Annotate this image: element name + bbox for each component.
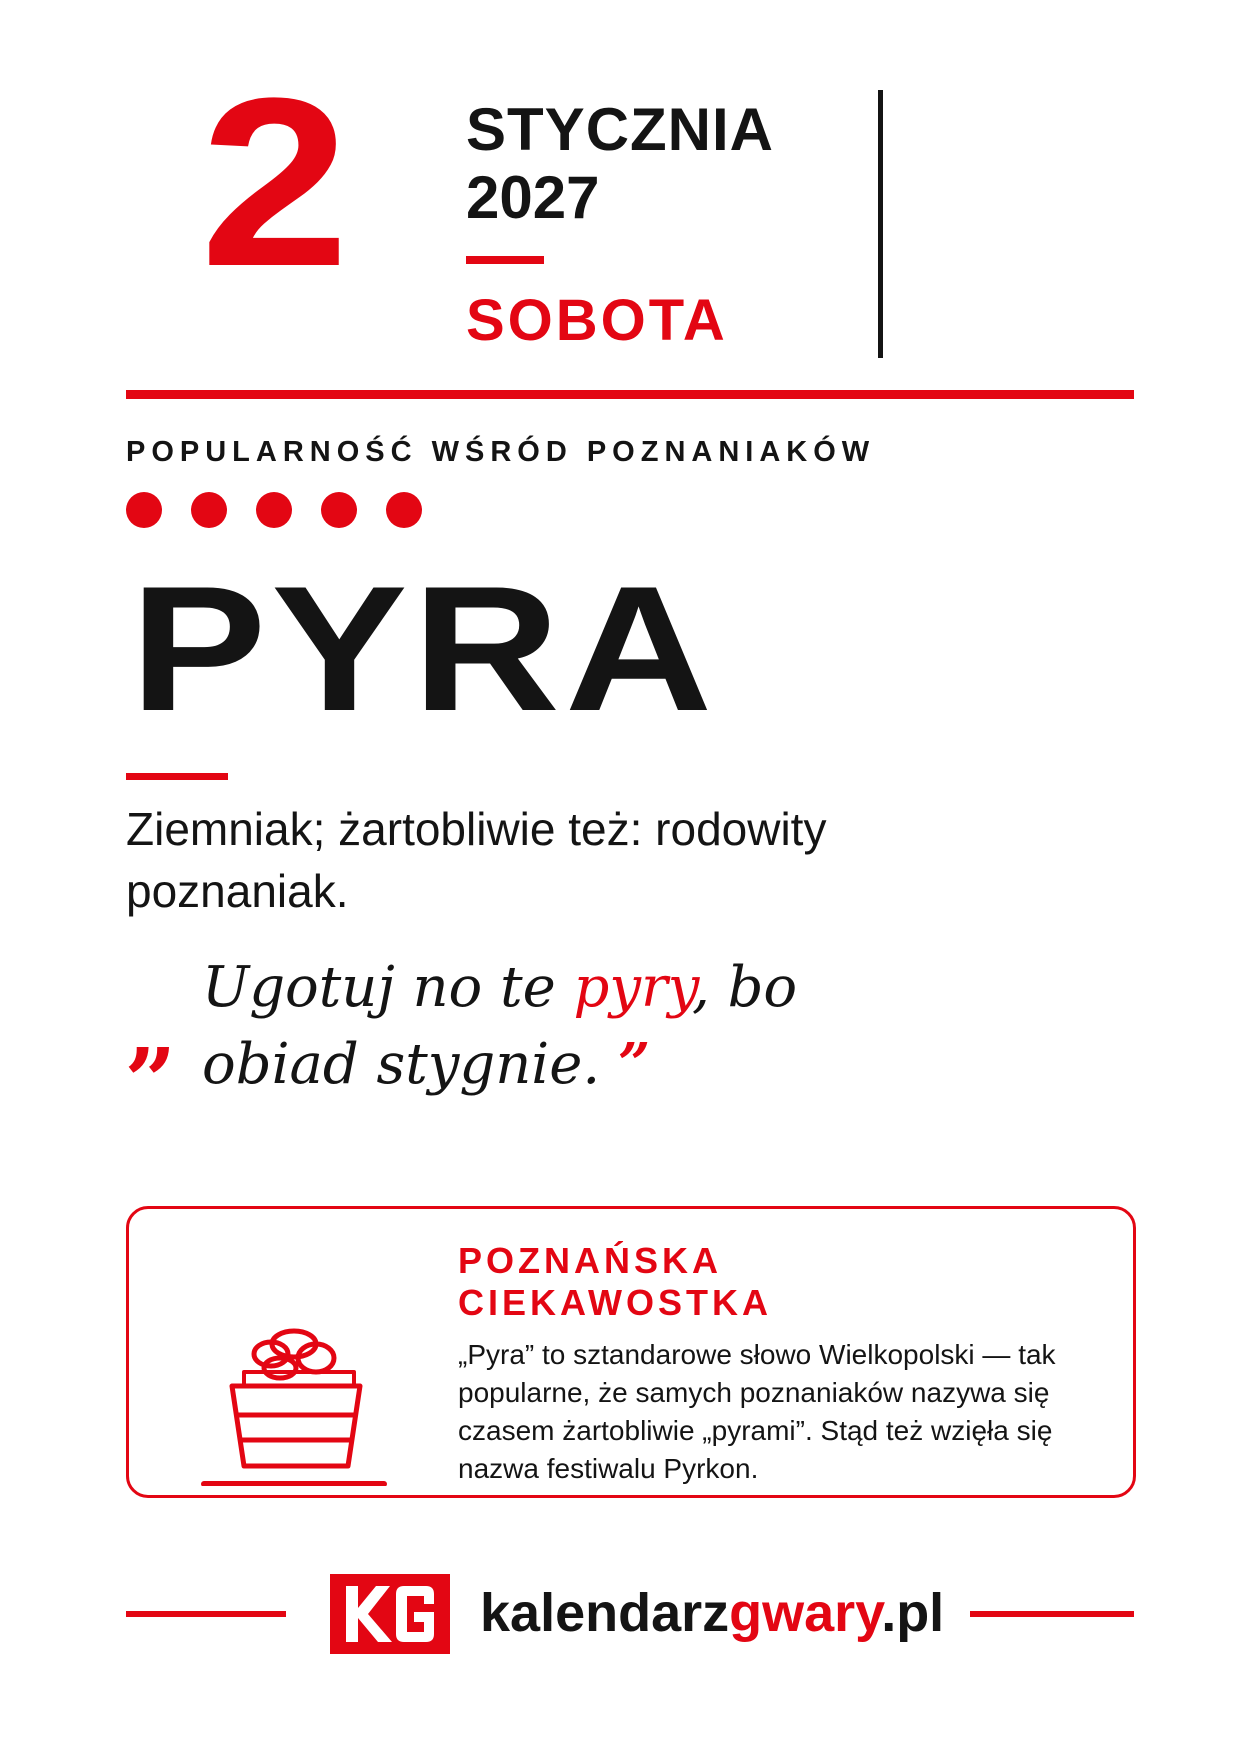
footer-line-left — [126, 1611, 286, 1617]
example-quote — [202, 950, 902, 1103]
site-part-3: .pl — [881, 1583, 945, 1643]
site-url[interactable] — [480, 1583, 945, 1643]
popularity-dot — [386, 492, 422, 528]
month-label: STYCZNIA — [466, 96, 774, 163]
quote-close-mark: ” — [617, 1031, 651, 1097]
popularity-dot — [191, 492, 227, 528]
fact-text: „Pyra” to sztandarowe słowo Wielkopolski — tak popularne, że samych poznaniaków nazywa się czasem żartobliwie „pyrami”. Stąd też wzięła się nazwa festiwalu Pyrkon. — [458, 1339, 1056, 1484]
headword: PYRA — [130, 549, 718, 748]
vertical-divider — [878, 90, 883, 358]
popularity-dot — [256, 492, 292, 528]
quote-text-after: , bo obiad stygnie. — [202, 955, 798, 1097]
fact-title: POZNAŃSKA CIEKAWOSTKA — [458, 1240, 772, 1323]
definition-text: Ziemniak; żartobliwie też: rodowity poznaniak. — [126, 803, 827, 917]
footer-line-right — [970, 1611, 1134, 1617]
year-label: 2027 — [466, 164, 600, 231]
popularity-dot — [126, 492, 162, 528]
potato-basket-icon — [196, 1316, 396, 1491]
headword-divider — [126, 773, 228, 780]
header-divider — [126, 390, 1134, 399]
date-divider — [466, 256, 544, 264]
popularity-dot — [321, 492, 357, 528]
quote-text-before: Ugotuj no te — [202, 955, 574, 1020]
quote-highlight: pyry — [573, 955, 692, 1020]
kg-logo-icon — [330, 1574, 450, 1659]
popularity-label: POPULARNOŚĆ WŚRÓD POZNANIAKÓW — [126, 436, 876, 468]
site-part-1: kalendarz — [480, 1583, 730, 1643]
popularity-rating — [126, 492, 422, 528]
weekday-label: SOBOTA — [466, 288, 728, 353]
quote-open-mark: „ — [126, 977, 178, 1083]
day-number: 2 — [200, 48, 343, 316]
site-part-2: gwary — [729, 1583, 882, 1643]
